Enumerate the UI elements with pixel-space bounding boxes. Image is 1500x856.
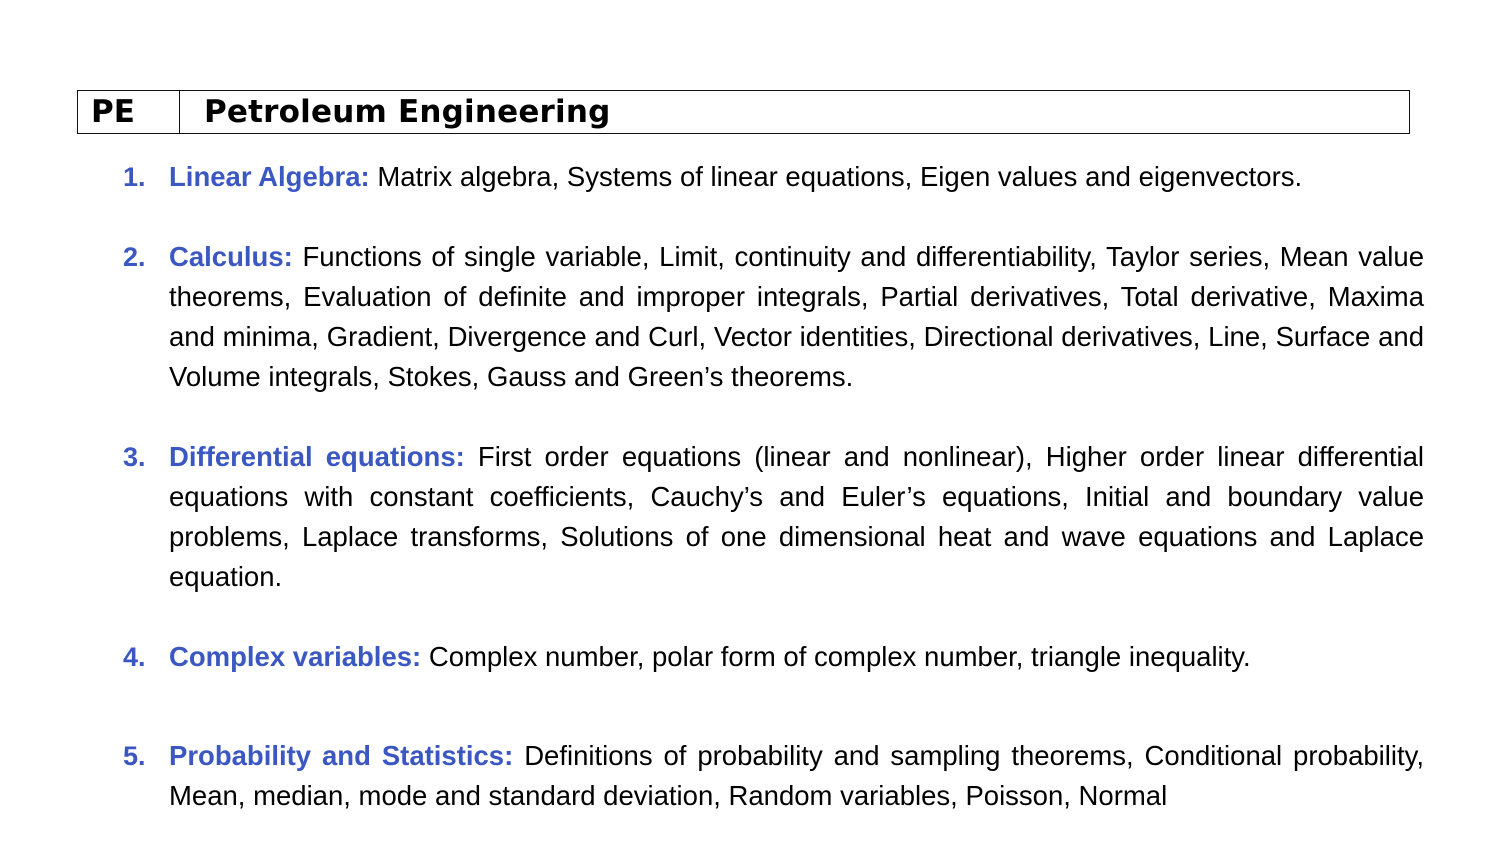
topic-name: Linear Algebra:	[169, 161, 370, 192]
topic-number: 1.	[123, 162, 146, 192]
topic-name: Differential equations:	[169, 441, 465, 472]
topic-number: 4.	[123, 642, 146, 672]
topic-body	[169, 237, 1424, 397]
topic-body	[169, 736, 1424, 816]
subject-header	[77, 90, 1410, 134]
topic-number: 2.	[123, 242, 146, 272]
topic-description: Complex number, polar form of complex number, triangle inequality.	[428, 641, 1251, 672]
topic-body	[169, 157, 1424, 197]
topic-number: 3.	[123, 442, 146, 472]
subject-code: PE	[78, 91, 180, 133]
subject-title: Petroleum Engineering	[204, 94, 611, 130]
topic-item-probability-statistics	[0, 736, 1500, 816]
syllabus-topic-list	[0, 157, 1500, 856]
topic-name: Probability and Statistics:	[169, 740, 514, 771]
topic-name: Calculus:	[169, 241, 293, 272]
topic-body	[169, 637, 1424, 677]
topic-description: First order equations (linear and nonlinear), Higher order linear differential equations with constant coefficients, Cauchy’s and Euler’s equations, Initial and boundary value problems, Laplace transforms, Solutions of one dimensional heat and wave equations and Laplace equation.	[169, 441, 1425, 592]
topic-item-calculus	[0, 237, 1500, 397]
topic-item-complex-variables	[0, 637, 1500, 677]
topic-description: Matrix algebra, Systems of linear equations, Eigen values and eigenvectors.	[377, 161, 1303, 192]
topic-number: 5.	[123, 741, 146, 771]
topic-name: Complex variables:	[169, 641, 422, 672]
topic-item-linear-algebra	[0, 157, 1500, 197]
topic-description: Definitions of probability and sampling theorems, Conditional probability, Mean, median, mode and standard deviation, Random variables, Poisson, Normal	[169, 740, 1425, 811]
topic-body	[169, 437, 1424, 597]
topic-item-differential-equations	[0, 437, 1500, 597]
topic-description: Functions of single variable, Limit, continuity and differentiability, Taylor series, Mean value theorems, Evaluation of definite and improper integrals, Partial derivatives, Total derivative, Maxima and minima, Gradient, Divergence and Curl, Vector identities, Directional derivatives, Line, Surface and Volume integrals, Stokes, Gauss and Green’s theorems.	[169, 241, 1424, 392]
